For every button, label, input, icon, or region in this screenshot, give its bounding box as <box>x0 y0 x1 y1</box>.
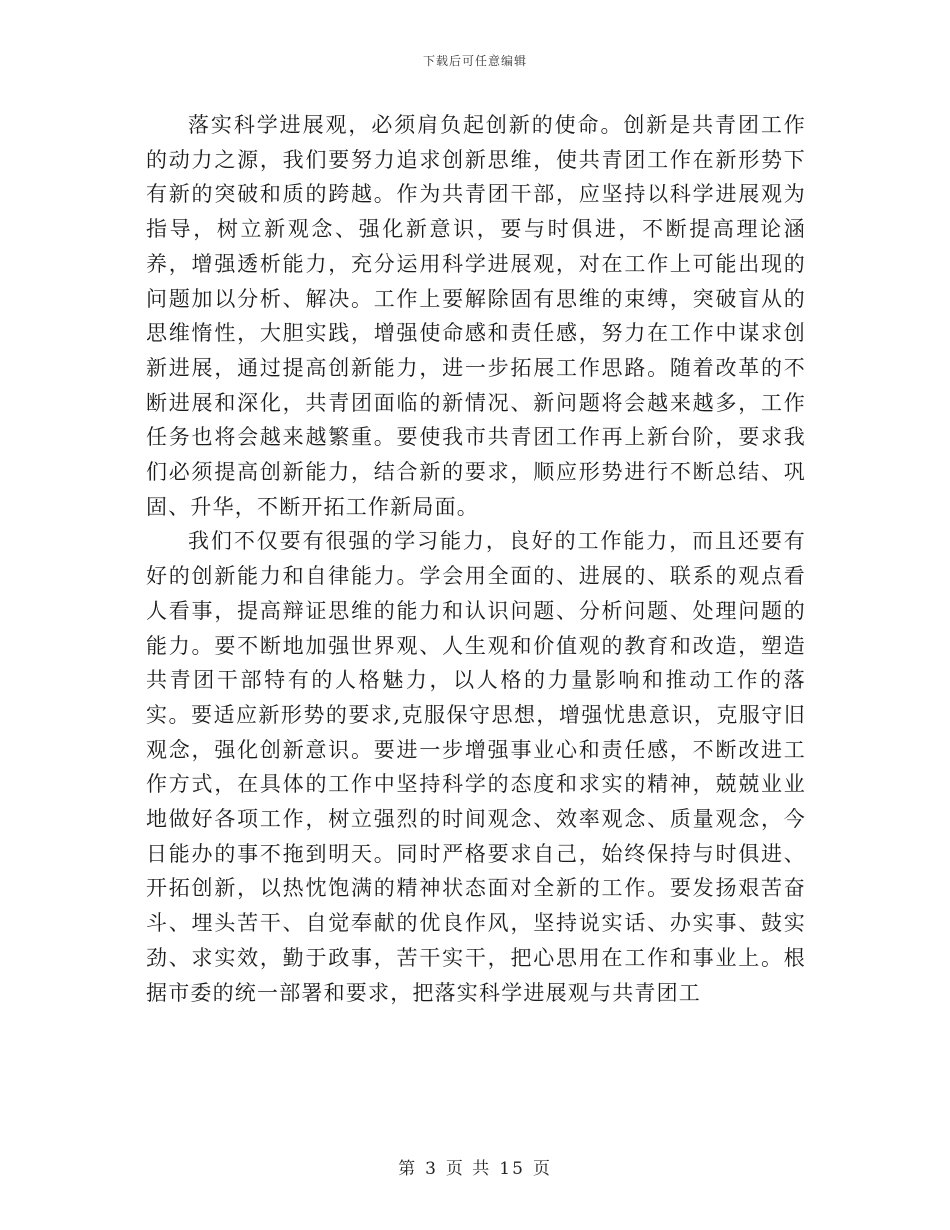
footer-suffix: 页 <box>532 1159 552 1179</box>
footer-middle: 页 共 <box>445 1159 492 1179</box>
document-body <box>146 108 806 1010</box>
paragraph-2: 我们不仅要有很强的学习能力，良好的工作能力，而且还要有好的创新能力和自律能力。学会用全面的、进展的、联系的观点看人看事，提高辩证思维的能力和认识问题、分析问题、处理问题的能力。要不断地加强世界观、人生观和价值观的教育和改造，塑造共青团干部特有的人格魅力，以人格的力量影响和推动工作的落实。要适应新形势的要求,克服保守思想，增强忧患意识，克服守旧观念，强化创新意识。要进一步增强事业心和责任感，不断改进工作方式，在具体的工作中坚持科学的态度和求实的精神，兢兢业业地做好各项工作，树立强烈的时间观念、效率观念、质量观念，今日能办的事不拖到明天。同时严格要求自己，始终保持与时俱进、开拓创新，以热忱饱满的精神状态面对全新的工作。要发扬艰苦奋斗、埋头苦干、自觉奉献的优良作风，坚持说实话、办实事、鼓实劲、求实效，勤于政事，苦干实干，把心思用在工作和事业上。根据市委的统一部署和要求，把落实科学进展观与共青团工 <box>146 529 806 1005</box>
footer-total-pages: 15 <box>499 1159 525 1179</box>
paragraph-1: 落实科学进展观，必须肩负起创新的使命。创新是共青团工作的动力之源，我们要努力追求创新思维，使共青团工作在新形势下有新的突破和质的跨越。作为共青团干部，应坚持以科学进展观为指导，树立新观念、强化新意识，要与时俱进，不断提高理论涵养，增强透析能力，充分运用科学进展观，对在工作上可能出现的问题加以分析、解决。工作上要解除固有思维的束缚，突破盲从的思维惰性，大胆实践，增强使命感和责任感，努力在工作中谋求创新进展，通过提高创新能力，进一步拓展工作思路。随着改革的不断进展和深化，共青团面临的新情况、新问题将会越来越多，工作任务也将会越来越繁重。要使我市共青团工作再上新台阶，要求我们必须提高创新能力，结合新的要求，顺应形势进行不断总结、巩固、升华，不断开拓工作新局面。 <box>146 113 806 519</box>
page-footer <box>0 1154 950 1179</box>
footer-current-page: 3 <box>425 1159 438 1179</box>
page-header: 下载后可任意编辑 <box>422 54 527 68</box>
footer-prefix: 第 <box>398 1159 418 1179</box>
